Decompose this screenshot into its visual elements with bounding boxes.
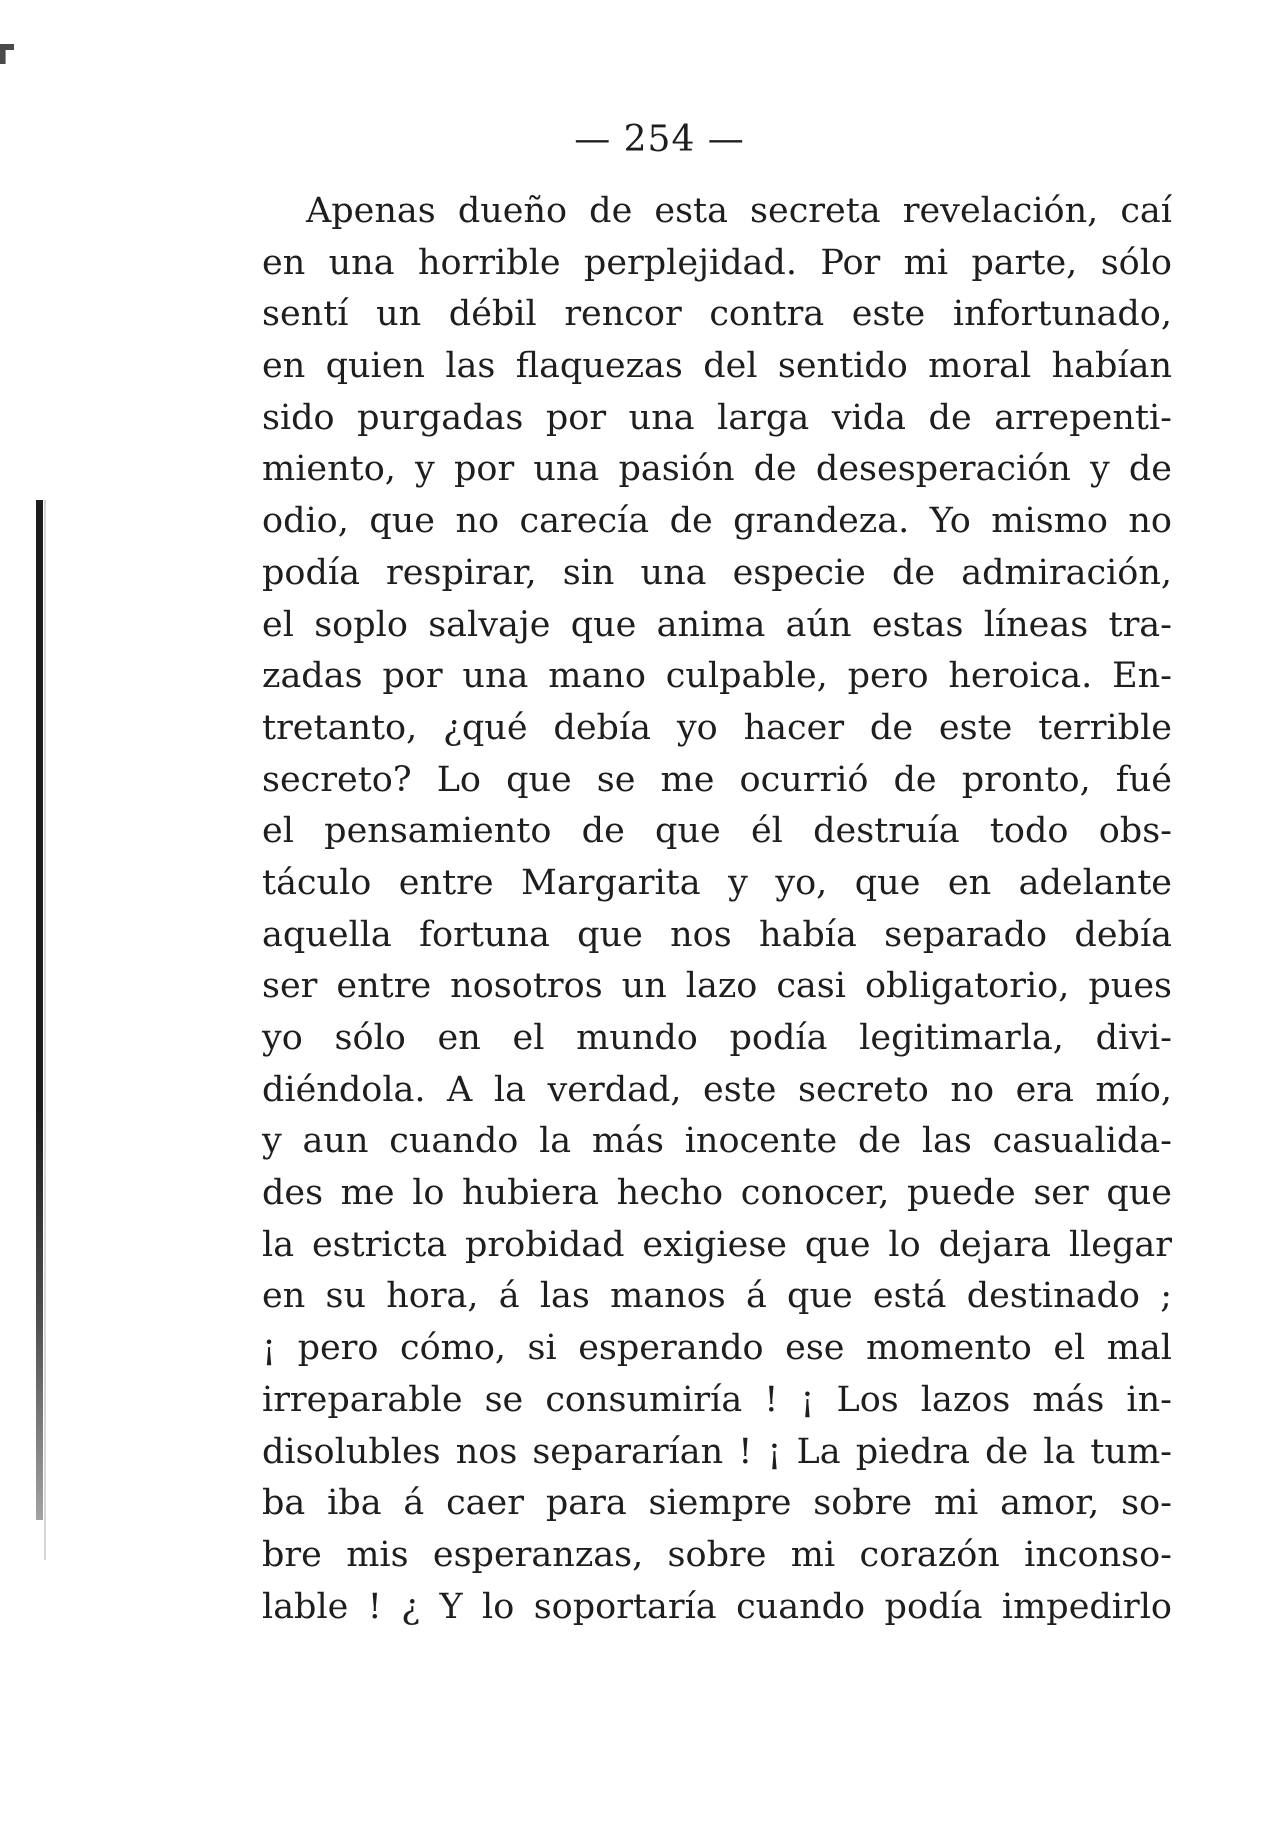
text-line: secreto? Lo que se me ocurrió de pronto, fué — [262, 759, 1172, 800]
text-line: táculo entre Margarita y yo, que en adelante — [262, 862, 1172, 903]
text-line: aquella fortuna que nos había separado debía — [262, 914, 1172, 955]
text-line: en quien las flaquezas del sentido moral habían — [262, 346, 1172, 387]
binding-shadow-line — [36, 500, 43, 1520]
text-line: el soplo salvaje que anima aún estas líneas tra- — [262, 604, 1172, 645]
text-line: tretanto, ¿qué debía yo hacer de este terrible — [262, 707, 1172, 748]
text-line: ser entre nosotros un lazo casi obligatorio, pues — [262, 966, 1172, 1007]
text-line: des me lo hubiera hecho conocer, puede ser que — [262, 1173, 1172, 1214]
text-line: odio, que no carecía de grandeza. Yo mismo no — [262, 501, 1172, 542]
scan-artifact-mark — [0, 44, 14, 64]
text-line: y aun cuando la más inocente de las casualida- — [262, 1121, 1172, 1162]
page-number: — 254 — — [574, 119, 745, 160]
body-text — [262, 186, 1172, 1633]
text-line: la estricta probidad exigiese que lo dejara llegar — [262, 1224, 1172, 1265]
binding-shadow-faint — [44, 500, 46, 1560]
text-line: ¡ pero cómo, si esperando ese momento el mal — [262, 1328, 1172, 1369]
text-line: bre mis esperanzas, sobre mi corazón inconso- — [262, 1534, 1172, 1575]
text-line: diéndola. A la verdad, este secreto no era mío, — [262, 1069, 1172, 1110]
text-line: podía respirar, sin una especie de admiración, — [262, 552, 1172, 593]
text-line: miento, y por una pasión de desesperación y de — [262, 449, 1172, 490]
text-line: Apenas dueño de esta secreta revelación, caí — [306, 191, 1172, 231]
text-line: sido purgadas por una larga vida de arrepenti- — [262, 397, 1172, 438]
text-line: ba iba á caer para siempre sobre mi amor, so- — [262, 1483, 1172, 1524]
text-line: zadas por una mano culpable, pero heroica. En- — [262, 656, 1172, 697]
text-line: irreparable se consumiría ! ¡ Los lazos más in- — [262, 1379, 1172, 1420]
text-line: lable ! ¿ Y lo soportaría cuando podía impedirlo — [262, 1586, 1172, 1627]
text-line: en una horrible perplejidad. Por mi parte, sólo — [262, 242, 1172, 283]
text-line: disolubles nos separarían ! ¡ La piedra de la tum- — [262, 1431, 1172, 1472]
text-line: sentí un débil rencor contra este infortunado, — [262, 294, 1172, 335]
text-line: en su hora, á las manos á que está destinado ; — [262, 1276, 1172, 1317]
text-line: yo sólo en el mundo podía legitimarla, divi- — [262, 1018, 1172, 1058]
text-line: el pensamiento de que él destruía todo obs- — [262, 811, 1172, 852]
